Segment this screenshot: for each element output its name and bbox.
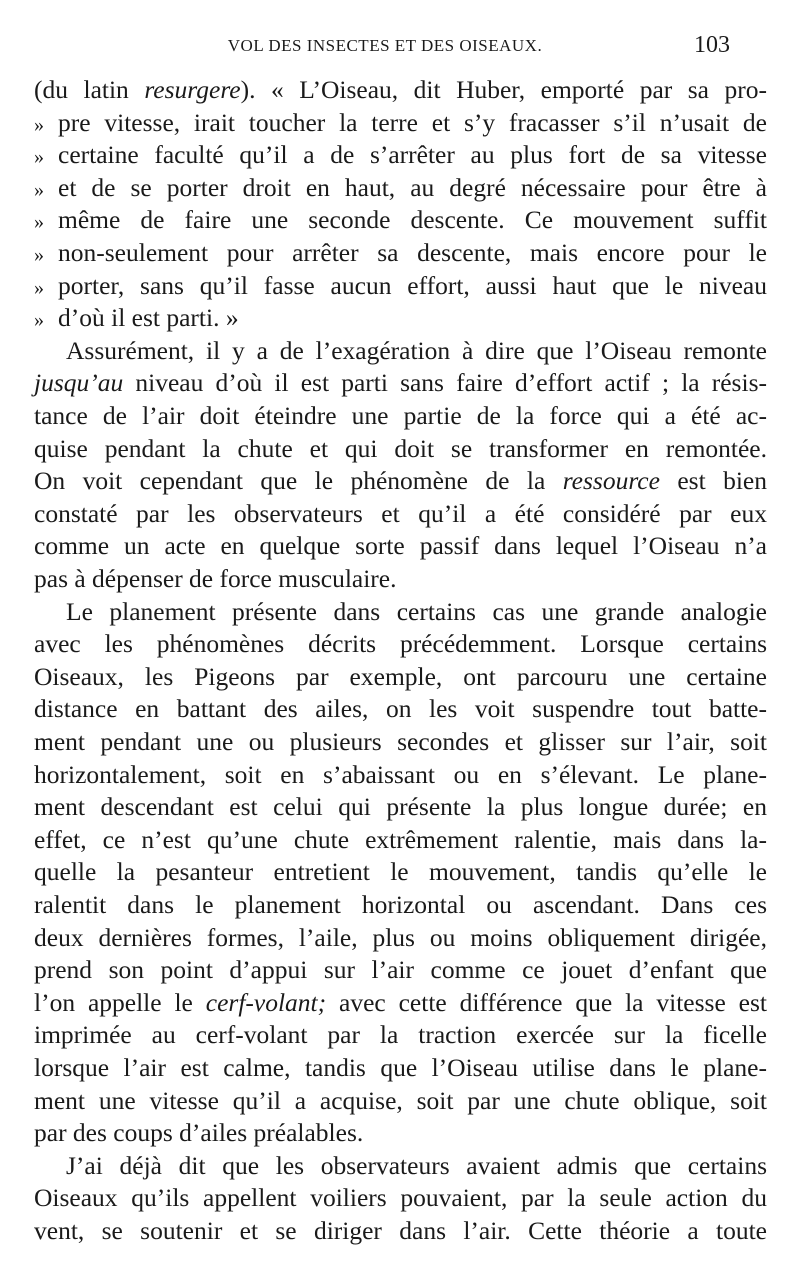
text-segment: tance de l’air doit éteindre une partie de la force qui a été ac- [34,401,767,430]
text-segment: niveau d’où il est parti sans faire d’effort actif ; la résis- [123,368,767,398]
italic-term: ressource [562,466,660,496]
text-line [34,563,767,595]
text-segment: effet, ce n’est qu’une chute extrêmement ralentie, mais dans la- [34,824,767,854]
text-segment: horizontalement, soit en s’abaissant ou en s’élevant. Le plane- [34,759,767,789]
text-line [34,889,767,921]
text-line [34,922,767,954]
text-segment: distance en battant des ailes, on les voit suspendre tout batte- [34,694,767,724]
running-title: VOL DES INSECTES ET DES OISEAUX. [227,36,543,55]
quote-mark: » [34,211,44,234]
text-line [34,530,767,562]
text-segment: Oiseaux qu’ils appellent voiliers pouvaient, par la seule action du [34,1183,767,1213]
page-number: 103 [694,32,730,58]
text-line [34,302,767,334]
text-line [34,791,767,823]
text-line [34,1215,767,1247]
text-line [34,367,767,399]
text-segment: quise pendant la chute et qui doit se transformer en remontée. [34,433,767,463]
text-segment: Le planement présente dans certains cas une grande analogie [66,596,767,626]
quote-mark: » [34,146,44,169]
text-segment: et de se porter droit en haut, au degré nécessaire pour être à [58,172,767,202]
text-line [34,1019,767,1051]
text-line [66,335,767,367]
text-segment: l’on appelle le [34,987,206,1017]
text-segment: Oiseaux, les Pigeons par exemple, ont parcouru une certaine [34,661,767,691]
text-line [34,139,767,171]
text-segment: avec les phénomènes décrits précédemment. Lorsque certains [34,629,767,659]
italic-term: resurgere [144,75,241,104]
text-segment: ralentit dans le planement horizontal ou ascendant. Dans ces [34,890,767,919]
text-segment: prend son point d’appui sur l’air comme ce jouet d’enfant que [34,955,767,985]
text-segment: On voit cependant que le phénomène de la [34,466,563,496]
text-segment: est bien [659,466,767,496]
text-line [34,498,767,530]
text-line [66,1150,767,1182]
text-segment: ment descendant est celui qui présente la plus longue durée; en [34,792,767,822]
running-head [0,32,800,66]
text-line [34,1085,767,1117]
text-line [34,1117,767,1149]
text-segment: même de faire une seconde descente. Ce mouvement suffit [58,205,767,235]
text-segment: pre vitesse, irait toucher la terre et s’y fracasser s’il n’usait de [58,107,767,137]
text-segment: par des coups d’ailes préalables. [34,1118,364,1148]
text-segment: (du latin [34,75,145,104]
text-line [66,596,767,628]
text-line [34,1052,767,1084]
text-line [34,172,767,204]
text-line [34,954,767,986]
text-segment: ment pendant une ou plusieurs secondes et glisser sur l’air, soit [34,727,767,756]
text-segment: vent, se soutenir et se diriger dans l’air. Cette théorie a toute [34,1216,767,1245]
quote-mark: » [34,113,44,136]
text-line [34,726,767,758]
text-segment: constaté par les observateurs et qu’il a été considéré par eux [34,498,767,528]
quote-mark: » [34,276,44,299]
text-line [34,237,767,269]
text-segment: porter, sans qu’il fasse aucun effort, aussi haut que le niveau [58,270,767,300]
text-line [34,824,767,856]
italic-term: jusqu’au [34,368,124,398]
text-segment: avec cette différence que la vitesse est [326,987,767,1017]
text-line [34,74,767,106]
text-line [34,204,767,236]
text-segment: ). « L’Oiseau, dit Huber, emporté par sa pro- [240,75,767,104]
text-line [34,400,767,432]
text-line [34,759,767,791]
quote-mark: » [34,178,44,201]
text-line [34,270,767,302]
quote-mark: » [34,244,44,266]
text-line [34,661,767,693]
text-segment: non-seulement pour arrêter sa descente, mais encore pour le [58,238,767,267]
text-segment: pas à dépenser de force musculaire. [34,564,397,593]
text-segment: J’ai déjà dit que les observateurs avaient admis que certains [66,1150,767,1180]
text-line [34,465,767,497]
text-line [34,1182,767,1214]
text-segment: d’où il est parti. » [58,303,239,333]
text-line [34,856,767,888]
text-segment: Assurément, il y a de l’exagération à dire que l’Oiseau remonte [66,335,767,365]
text-segment: comme un acte en quelque sorte passif dans lequel l’Oiseau n’a [34,531,767,561]
text-segment: ment une vitesse qu’il a acquise, soit par une chute oblique, soit [34,1085,767,1115]
text-segment: lorsque l’air est calme, tandis que l’Oiseau utilise dans le plane- [34,1053,767,1082]
quote-mark: » [34,309,44,332]
text-segment: deux dernières formes, l’aile, plus ou moins obliquement dirigée, [34,922,767,952]
text-line [34,433,767,465]
text-line [34,107,767,139]
text-segment: certaine faculté qu’il a de s’arrêter au plus fort de sa vitesse [58,140,767,170]
text-line [34,693,767,725]
italic-term: cerf-volant; [205,987,327,1017]
text-line [34,987,767,1019]
text-segment: quelle la pesanteur entretient le mouvement, tandis qu’elle le [34,857,767,887]
text-segment: imprimée au cerf-volant par la traction exercée sur la ficelle [34,1020,767,1050]
text-line [34,628,767,660]
